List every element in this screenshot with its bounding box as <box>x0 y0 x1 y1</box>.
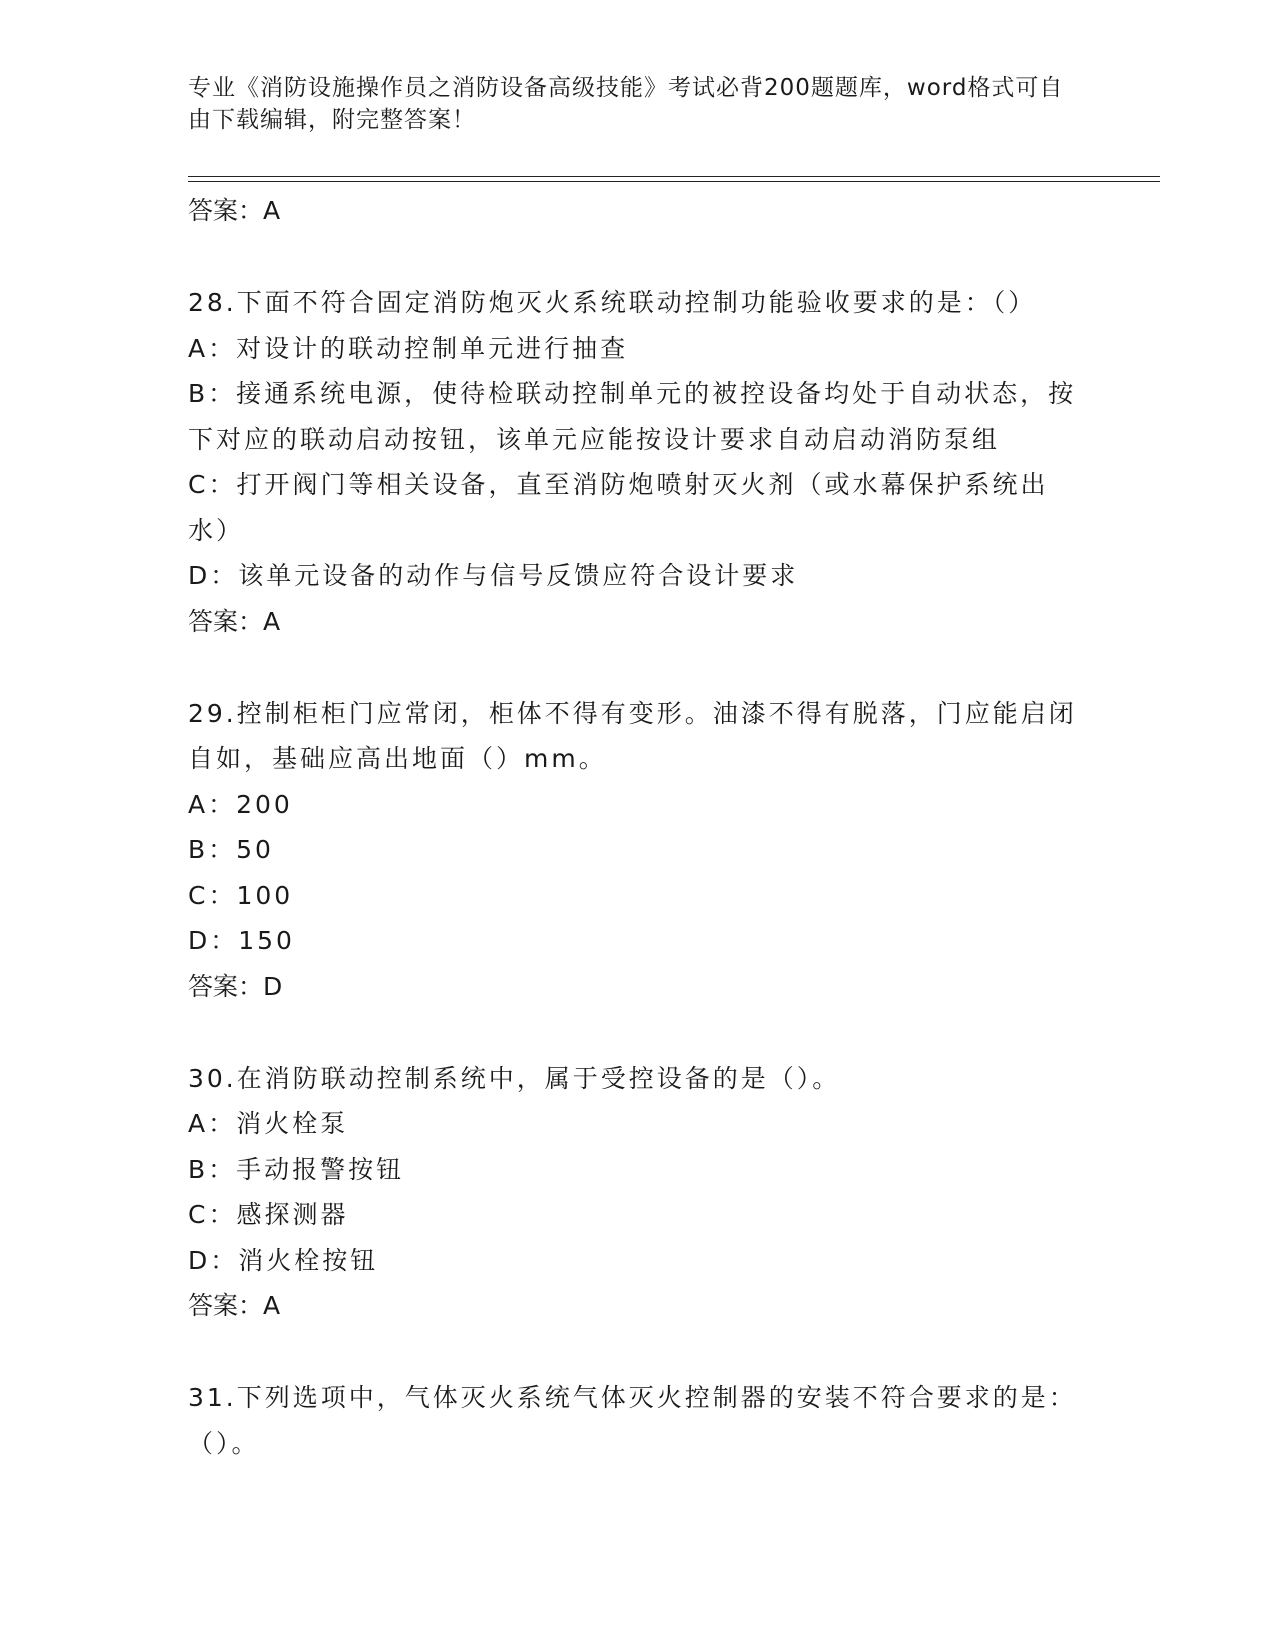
question-28 <box>188 280 1088 645</box>
header-divider-bottom <box>188 181 1160 182</box>
question-text: 30.在消防联动控制系统中，属于受控设备的是（）。 <box>188 1063 841 1093</box>
option-c: C：100 <box>188 880 294 910</box>
option-c: C：感探测器 <box>188 1200 349 1229</box>
answer-line: 答案：A <box>188 606 281 636</box>
question-text: 31.下列选项中，气体灭火系统气体灭火控制器的安装不符合要求的是：（）。 <box>188 1383 1077 1458</box>
option-a: A：200 <box>188 789 293 819</box>
option-d: D：150 <box>188 926 295 955</box>
option-d: D：消火栓按钮 <box>188 1245 379 1275</box>
page-header: 专业《消防设施操作员之消防设备高级技能》考试必背200题题库，word格式可自由下载编辑，附完整答案！ <box>188 75 1064 133</box>
question-text: 28.下面不符合固定消防炮灭火系统联动控制功能验收要求的是：（） <box>188 288 1037 317</box>
option-c: C：打开阀门等相关设备，直至消防炮喷射灭火剂（或水幕保护系统出水） <box>188 470 1049 545</box>
answer-line: 答案：A <box>188 196 281 225</box>
answer-line: 答案：D <box>188 971 283 1001</box>
answer-line: 答案：A <box>188 1291 281 1320</box>
header-divider-top <box>188 176 1160 177</box>
option-b: B：接通系统电源，使待检联动控制单元的被控设备均处于自动状态，按下对应的联动启动按钮，该单元应能按设计要求自动启动消防泵组 <box>188 379 1077 454</box>
question-31 <box>188 1375 1088 1466</box>
option-a: A：消火栓泵 <box>188 1109 349 1138</box>
question-text: 29.控制柜柜门应常闭，柜体不得有变形。油漆不得有脱落，门应能启闭自如，基础应高出地面（）mm。 <box>188 698 1077 773</box>
option-a: A：对设计的联动控制单元进行抽查 <box>188 333 629 363</box>
option-b: B：50 <box>188 835 274 864</box>
question-29 <box>188 691 1088 1010</box>
option-b: B：手动报警按钮 <box>188 1154 405 1184</box>
option-d: D：该单元设备的动作与信号反馈应符合设计要求 <box>188 561 799 590</box>
question-30 <box>188 1056 1088 1330</box>
document-content <box>188 188 1088 1466</box>
